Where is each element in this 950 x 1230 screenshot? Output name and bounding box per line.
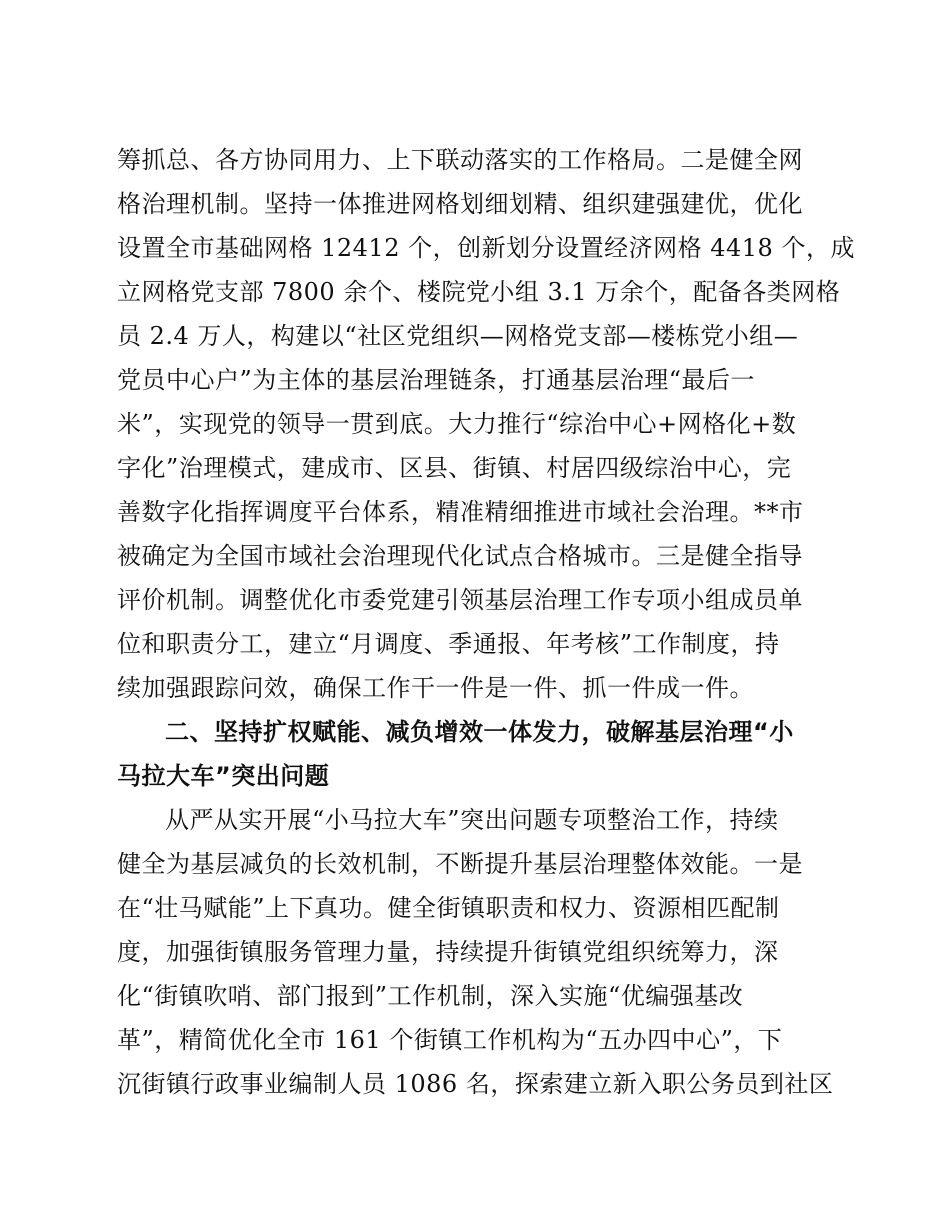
paragraph-line: 续加强跟踪问效，确保工作干一件是一件、抓一件成一件。 xyxy=(117,674,754,702)
paragraph-line: 筹抓总、各方协同用力、上下联动落实的工作格局。二是健全网 xyxy=(117,146,803,174)
paragraph-line: 字化”治理模式，建成市、区县、街镇、村居四级综治中心，完 xyxy=(117,454,792,482)
paragraph-line: 化“街镇吹哨、部门报到”工作机制，深入实施“优编强基改 xyxy=(117,982,744,1010)
paragraph-line: 度，加强街镇服务管理力量，持续提升街镇党组织统筹力，深 xyxy=(117,938,779,966)
paragraph-line: 米”，实现党的领导一贯到底。大力推行“综治中心+网格化+数 xyxy=(117,410,797,438)
paragraph-line: 健全为基层减负的长效机制，不断提升基层治理整体效能。一是 xyxy=(117,850,803,878)
paragraph-line: 从严从实开展“小马拉大车”突出问题专项整治工作，持续 xyxy=(165,806,779,834)
paragraph-line: 格治理机制。坚持一体推进网格划细划精、组织建强建优，优化 xyxy=(117,190,803,218)
paragraph-line: 党员中心户”为主体的基层治理链条，打通基层治理“最后一 xyxy=(117,366,756,394)
paragraph-line: 在“壮马赋能”上下真功。健全街镇职责和权力、资源相匹配制 xyxy=(117,894,780,922)
section-heading: 二、坚持扩权赋能、减负增效一体发力，破解基层治理“小 xyxy=(165,718,794,746)
paragraph-line: 被确定为全国市域社会治理现代化试点合格城市。三是健全指导 xyxy=(117,542,803,570)
paragraph-line: 立网格党支部 7800 余个、楼院党小组 3.1 万余个，配备各类网格 xyxy=(117,278,841,306)
paragraph-line: 沉街镇行政事业编制人员 1086 名，探索建立新入职公务员到社区 xyxy=(117,1070,834,1098)
section-heading: 马拉大车”突出问题 xyxy=(117,762,330,790)
paragraph-line: 评价机制。调整优化市委党建引领基层治理工作专项小组成员单 xyxy=(117,586,803,614)
paragraph-line: 位和职责分工，建立“月调度、季通报、年考核”工作制度，持 xyxy=(117,630,780,658)
paragraph-line: 员 2.4 万人，构建以“社区党组织—网格党支部—楼栋党小组— xyxy=(117,322,799,350)
paragraph-line: 设置全市基础网格 12412 个，创新划分设置经济网格 4418 个，成 xyxy=(117,234,855,262)
document-body xyxy=(117,138,855,1106)
paragraph-line: 革”，精简优化全市 161 个街镇工作机构为“五办四中心”，下 xyxy=(117,1026,783,1054)
paragraph-line: 善数字化指挥调度平台体系，精准精细推进市域社会治理。**市 xyxy=(117,498,804,526)
